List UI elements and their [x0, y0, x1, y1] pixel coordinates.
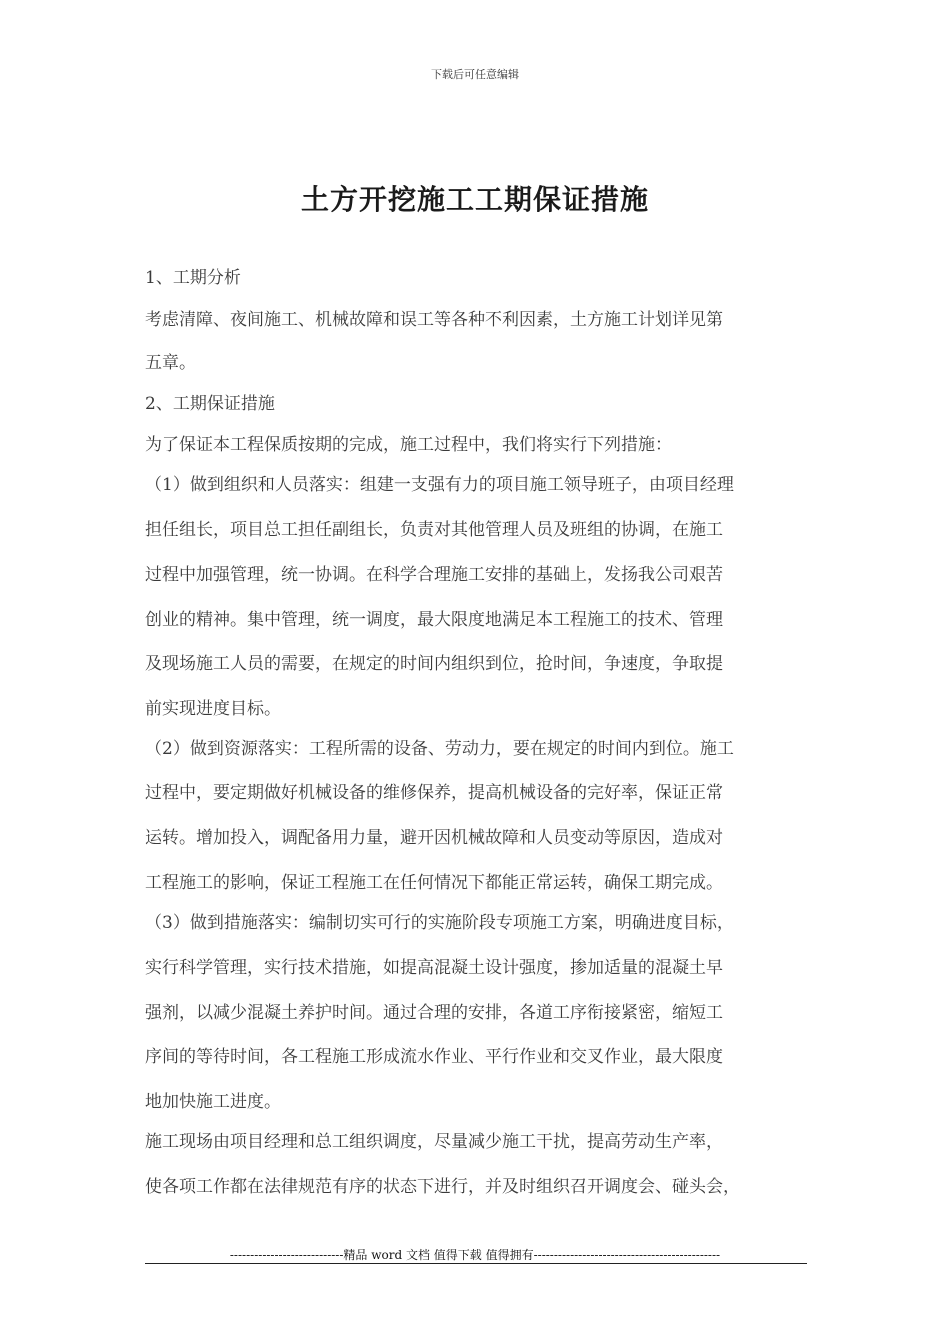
body-line: 过程中加强管理，统一协调。在科学合理施工安排的基础上，发扬我公司艰苦 — [145, 565, 723, 585]
body-line: 施工现场由项目经理和总工组织调度，尽量减少施工干扰，提高劳动生产率， — [145, 1132, 723, 1152]
body-line: 工程施工的影响，保证工程施工在任何情况下都能正常运转，确保工期完成。 — [145, 873, 723, 893]
body-line: （3）做到措施落实：编制切实可行的实施阶段专项施工方案，明确进度目标， — [145, 913, 734, 933]
body-line: 强剂，以减少混凝土养护时间。通过合理的安排，各道工序衔接紧密，缩短工 — [145, 1003, 723, 1023]
body-line: 序间的等待时间，各工程施工形成流水作业、平行作业和交叉作业，最大限度 — [145, 1047, 723, 1067]
header-note: 下载后可任意编辑 — [431, 68, 519, 81]
section-heading: 1、工期分析 — [145, 268, 241, 288]
footer-banner: ----------------------------精品 word 文档 值得下载 值得拥有---------------------------------------------- — [229, 1248, 721, 1262]
body-line: 创业的精神。集中管理，统一调度，最大限度地满足本工程施工的技术、管理 — [145, 610, 723, 630]
body-line: （2）做到资源落实：工程所需的设备、劳动力，要在规定的时间内到位。施工 — [145, 739, 734, 759]
body-line: 担任组长，项目总工担任副组长，负责对其他管理人员及班组的协调，在施工 — [145, 520, 723, 540]
body-line: （1）做到组织和人员落实：组建一支强有力的项目施工领导班子，由项目经理 — [145, 475, 734, 495]
footer-rule — [145, 1263, 807, 1264]
body-line: 前实现进度目标。 — [145, 699, 281, 719]
body-line: 为了保证本工程保质按期的完成，施工过程中，我们将实行下列措施： — [145, 435, 672, 455]
body-line: 实行科学管理，实行技术措施，如提高混凝土设计强度，掺加适量的混凝土早 — [145, 958, 723, 978]
body-line: 运转。增加投入，调配备用力量，避开因机械故障和人员变动等原因，造成对 — [145, 828, 723, 848]
body-line: 及现场施工人员的需要，在规定的时间内组织到位，抢时间，争速度，争取提 — [145, 654, 723, 674]
body-line: 使各项工作都在法律规范有序的状态下进行，并及时组织召开调度会、碰头会， — [145, 1177, 740, 1197]
body-line: 地加快施工进度。 — [145, 1092, 281, 1112]
section-heading: 2、工期保证措施 — [145, 394, 275, 414]
body-line: 考虑清障、夜间施工、机械故障和误工等各种不利因素，土方施工计划详见第 — [145, 310, 723, 330]
document-title: 土方开挖施工工期保证措施 — [300, 183, 649, 216]
body-line: 过程中，要定期做好机械设备的维修保养，提高机械设备的完好率，保证正常 — [145, 783, 723, 803]
body-line: 五章。 — [145, 353, 196, 373]
